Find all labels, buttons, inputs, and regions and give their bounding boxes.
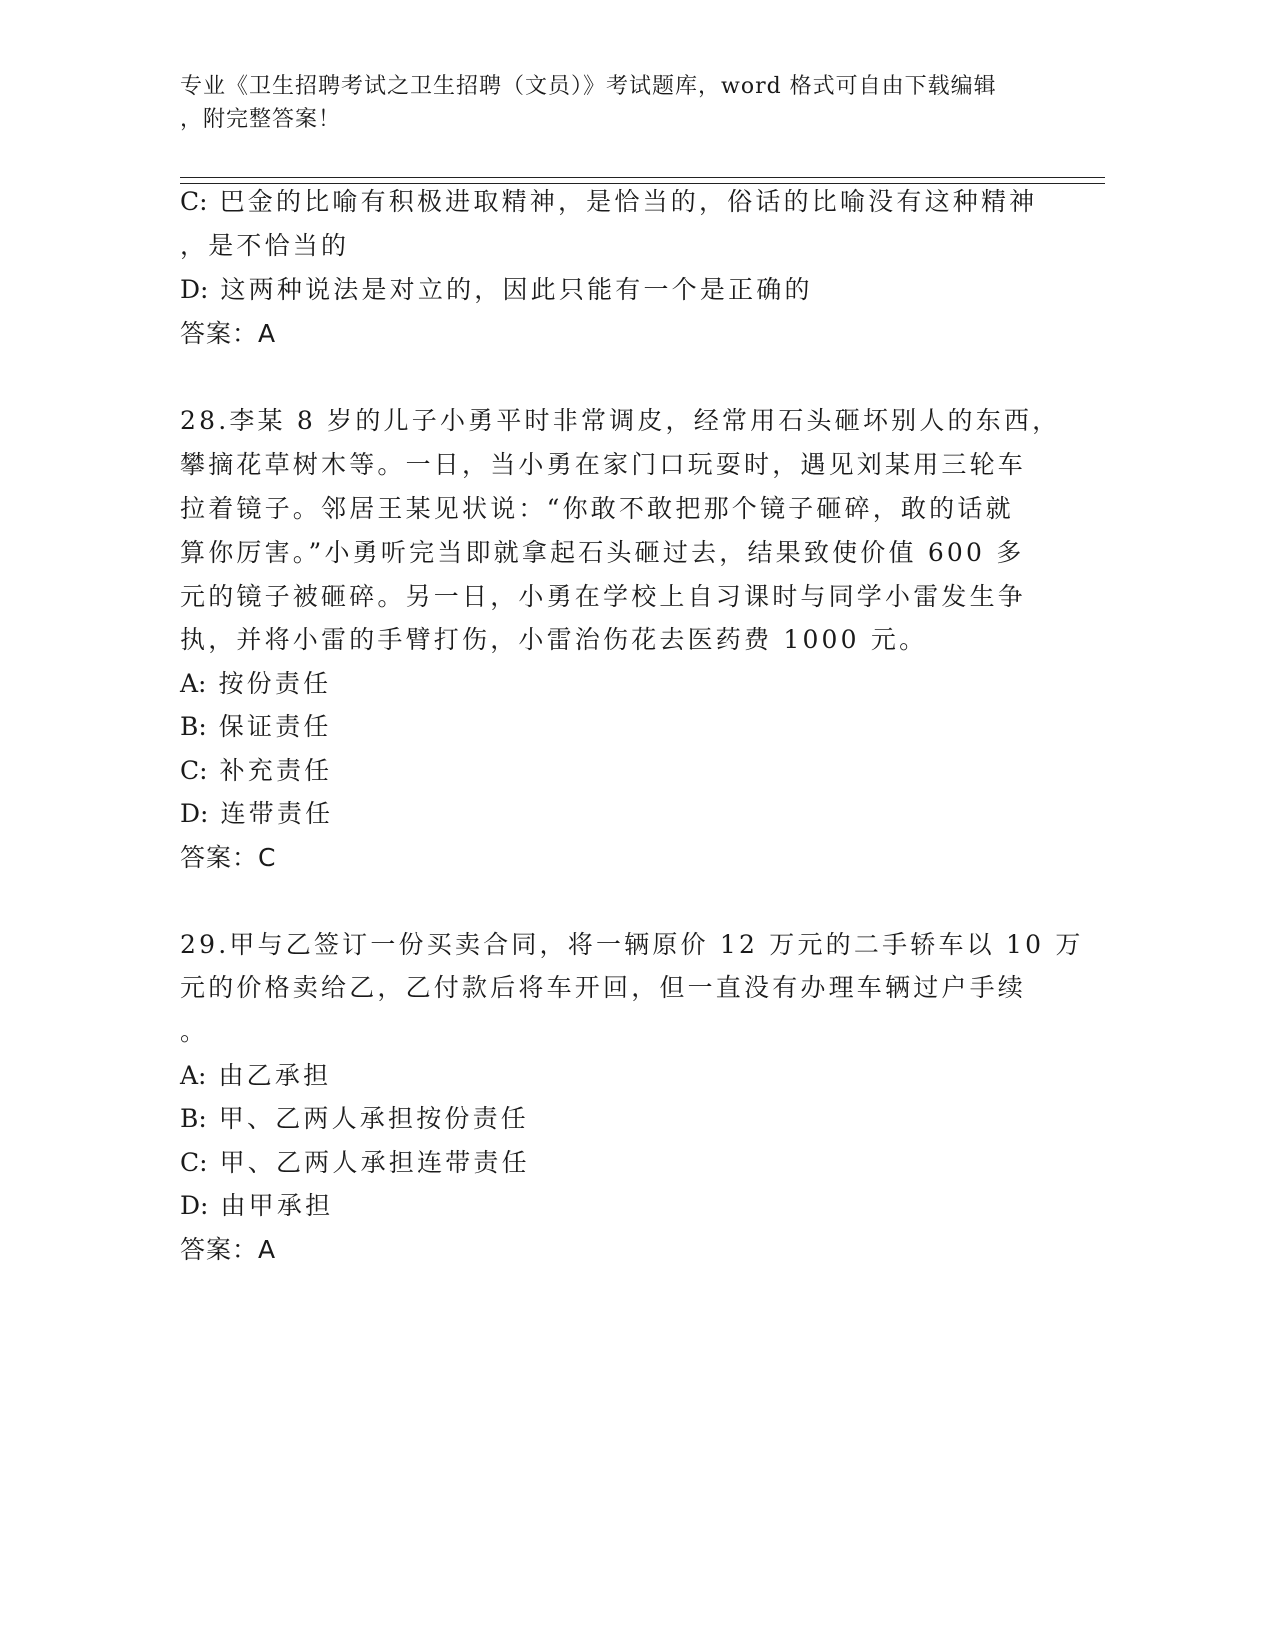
option-label: D:	[180, 275, 209, 304]
option-text: 甲、乙两人承担按份责任	[218, 1104, 529, 1133]
option-text: 由乙承担	[218, 1061, 332, 1090]
q28-option-c	[180, 756, 332, 786]
q28-line-4: 算你厉害。”小勇听完当即就拿起石头砸过去，结果致使价值 600 多	[180, 538, 1025, 567]
q29-option-c	[180, 1148, 530, 1178]
option-text: 这两种说法是对立的，因此只能有一个是正确的	[220, 275, 813, 304]
header-divider	[180, 177, 1105, 184]
option-label: D:	[180, 799, 209, 828]
q29-option-b	[180, 1104, 529, 1134]
option-text: 由甲承担	[220, 1191, 334, 1220]
document-header	[180, 70, 1040, 136]
q28-option-d	[180, 799, 333, 829]
option-text: 按份责任	[218, 669, 332, 698]
option-text: 甲、乙两人承担连带责任	[219, 1148, 530, 1177]
q28-line-5: 元的镜子被砸碎。另一日，小勇在学校上自习课时与同学小雷发生争	[180, 582, 1027, 611]
q29-line-3: 。	[180, 1017, 209, 1046]
option-text: 连带责任	[220, 799, 334, 828]
q28-option-b	[180, 712, 332, 742]
q28-line-2: 攀摘花草树木等。一日，当小勇在家门口玩耍时，遇见刘某用三轮车	[180, 450, 1027, 479]
q28-answer: 答案：C	[180, 843, 277, 872]
header-line-1: 专业《卫生招聘考试之卫生招聘（文员）》考试题库，word 格式可自由下载编辑	[180, 74, 997, 99]
option-label: C:	[180, 187, 208, 216]
q28-line-1: 28.李某 8 岁的儿子小勇平时非常调皮，经常用石头砸坏别人的东西，	[180, 406, 1061, 435]
option-label: A:	[180, 669, 207, 698]
option-label: D:	[180, 1191, 209, 1220]
q29-option-d	[180, 1191, 333, 1221]
q29-option-a	[180, 1061, 331, 1091]
prev-answer: 答案：A	[180, 319, 277, 348]
q29-answer: 答案：A	[180, 1235, 277, 1264]
q29-line-1: 29.甲与乙签订一份买卖合同，将一辆原价 12 万元的二手轿车以 10 万	[180, 930, 1084, 959]
q28-line-3: 拉着镜子。邻居王某见状说：“你敢不敢把那个镜子砸碎，敢的话就	[180, 494, 1014, 523]
q29-line-2: 元的价格卖给乙，乙付款后将车开回，但一直没有办理车辆过户手续	[180, 973, 1027, 1002]
header-line-2: ，附完整答案！	[180, 107, 342, 132]
prev-option-c-continued: ，是不恰当的	[180, 231, 350, 260]
option-text: 保证责任	[218, 712, 332, 741]
option-label: C:	[180, 756, 208, 785]
option-label: C:	[180, 1148, 208, 1177]
option-text: 补充责任	[219, 756, 333, 785]
option-label: B:	[180, 712, 207, 741]
prev-option-d	[180, 275, 813, 305]
option-label: A:	[180, 1061, 207, 1090]
q28-option-a	[180, 669, 331, 699]
option-label: B:	[180, 1104, 207, 1133]
option-text: 巴金的比喻有积极进取精神，是恰当的，俗话的比喻没有这种精神	[219, 187, 1038, 216]
q28-line-6: 执，并将小雷的手臂打伤，小雷治伤花去医药费 1000 元。	[180, 625, 928, 654]
prev-option-c	[180, 187, 1037, 217]
